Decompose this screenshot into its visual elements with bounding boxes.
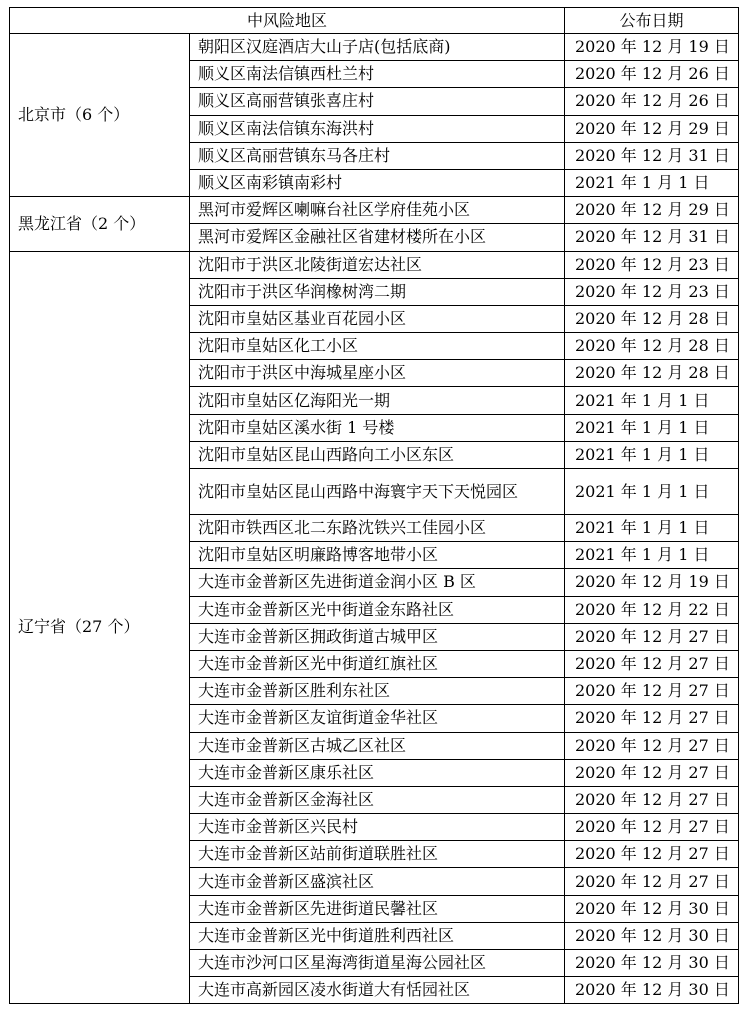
table-row (10, 34, 739, 61)
area-cell: 大连市高新园区凌水街道大有恬园社区 (190, 977, 565, 1004)
area-cell: 大连市金普新区光中街道金东路社区 (190, 596, 565, 623)
table-row (10, 251, 739, 278)
province-cell: 黑龙江省（2 个） (10, 197, 190, 251)
area-cell: 沈阳市于洪区华润橡树湾二期 (190, 278, 565, 305)
area-cell: 朝阳区汉庭酒店大山子店(包括底商) (190, 34, 565, 61)
date-cell: 2021 年 1 月 1 日 (565, 387, 739, 414)
area-cell: 沈阳市皇姑区明廉路博客地带小区 (190, 542, 565, 569)
date-cell: 2021 年 1 月 1 日 (565, 515, 739, 542)
date-cell: 2020 年 12 月 27 日 (565, 868, 739, 895)
area-cell: 沈阳市铁西区北二东路沈铁兴工佳园小区 (190, 515, 565, 542)
area-cell: 顺义区高丽营镇东马各庄村 (190, 142, 565, 169)
date-cell: 2020 年 12 月 19 日 (565, 569, 739, 596)
area-cell: 大连市金普新区古城乙区社区 (190, 732, 565, 759)
area-cell: 大连市金普新区盛滨社区 (190, 868, 565, 895)
date-cell: 2020 年 12 月 27 日 (565, 841, 739, 868)
province-cell: 辽宁省（27 个） (10, 251, 190, 1004)
table-header-row (10, 8, 739, 34)
date-cell: 2020 年 12 月 27 日 (565, 705, 739, 732)
area-cell: 大连市金普新区康乐社区 (190, 759, 565, 786)
area-cell: 沈阳市于洪区北陵街道宏达社区 (190, 251, 565, 278)
area-cell: 大连市金普新区站前街道联胜社区 (190, 841, 565, 868)
date-cell: 2020 年 12 月 27 日 (565, 650, 739, 677)
date-cell: 2020 年 12 月 19 日 (565, 34, 739, 61)
date-cell: 2020 年 12 月 27 日 (565, 732, 739, 759)
date-cell: 2020 年 12 月 22 日 (565, 596, 739, 623)
header-date: 公布日期 (565, 8, 739, 34)
date-cell: 2021 年 1 月 1 日 (565, 441, 739, 468)
table-row (10, 197, 739, 224)
area-cell: 沈阳市于洪区中海城星座小区 (190, 360, 565, 387)
date-cell: 2020 年 12 月 29 日 (565, 115, 739, 142)
date-cell: 2020 年 12 月 27 日 (565, 623, 739, 650)
date-cell: 2020 年 12 月 31 日 (565, 142, 739, 169)
date-cell: 2020 年 12 月 27 日 (565, 759, 739, 786)
date-cell: 2021 年 1 月 1 日 (565, 542, 739, 569)
date-cell: 2020 年 12 月 30 日 (565, 977, 739, 1004)
area-cell: 大连市金普新区光中街道胜利西社区 (190, 922, 565, 949)
area-cell: 顺义区高丽营镇张喜庄村 (190, 88, 565, 115)
area-cell: 沈阳市皇姑区昆山西路中海寰宇天下天悦园区 (190, 469, 565, 515)
area-cell: 大连市金普新区拥政街道古城甲区 (190, 623, 565, 650)
area-cell: 顺义区南法信镇东海洪村 (190, 115, 565, 142)
date-cell: 2020 年 12 月 27 日 (565, 814, 739, 841)
province-cell: 北京市（6 个） (10, 34, 190, 197)
date-cell: 2021 年 1 月 1 日 (565, 469, 739, 515)
date-cell: 2020 年 12 月 30 日 (565, 922, 739, 949)
area-cell: 沈阳市皇姑区昆山西路向工小区东区 (190, 441, 565, 468)
date-cell: 2020 年 12 月 28 日 (565, 360, 739, 387)
area-cell: 沈阳市皇姑区亿海阳光一期 (190, 387, 565, 414)
area-cell: 大连市金普新区先进街道民馨社区 (190, 895, 565, 922)
date-cell: 2021 年 1 月 1 日 (565, 414, 739, 441)
date-cell: 2020 年 12 月 29 日 (565, 197, 739, 224)
date-cell: 2020 年 12 月 28 日 (565, 333, 739, 360)
date-cell: 2020 年 12 月 23 日 (565, 251, 739, 278)
area-cell: 大连市金普新区先进街道金润小区 B 区 (190, 569, 565, 596)
date-cell: 2020 年 12 月 31 日 (565, 224, 739, 251)
area-cell: 黑河市爱辉区喇嘛台社区学府佳苑小区 (190, 197, 565, 224)
area-cell: 黑河市爱辉区金融社区省建材楼所在小区 (190, 224, 565, 251)
area-cell: 大连市金普新区金海社区 (190, 786, 565, 813)
date-cell: 2020 年 12 月 30 日 (565, 895, 739, 922)
date-cell: 2020 年 12 月 26 日 (565, 61, 739, 88)
area-cell: 顺义区南法信镇西杜兰村 (190, 61, 565, 88)
area-cell: 大连市金普新区胜利东社区 (190, 678, 565, 705)
area-cell: 沈阳市皇姑区溪水街 1 号楼 (190, 414, 565, 441)
risk-area-table (9, 7, 739, 1004)
area-cell: 大连市金普新区兴民村 (190, 814, 565, 841)
area-cell: 顺义区南彩镇南彩村 (190, 169, 565, 196)
date-cell: 2020 年 12 月 27 日 (565, 678, 739, 705)
date-cell: 2020 年 12 月 27 日 (565, 786, 739, 813)
area-cell: 大连市沙河口区星海湾街道星海公园社区 (190, 950, 565, 977)
date-cell: 2020 年 12 月 28 日 (565, 305, 739, 332)
area-cell: 沈阳市皇姑区基业百花园小区 (190, 305, 565, 332)
date-cell: 2020 年 12 月 26 日 (565, 88, 739, 115)
area-cell: 大连市金普新区光中街道红旗社区 (190, 650, 565, 677)
date-cell: 2020 年 12 月 23 日 (565, 278, 739, 305)
header-area: 中风险地区 (10, 8, 565, 34)
date-cell: 2020 年 12 月 30 日 (565, 950, 739, 977)
area-cell: 大连市金普新区友谊街道金华社区 (190, 705, 565, 732)
area-cell: 沈阳市皇姑区化工小区 (190, 333, 565, 360)
date-cell: 2021 年 1 月 1 日 (565, 169, 739, 196)
